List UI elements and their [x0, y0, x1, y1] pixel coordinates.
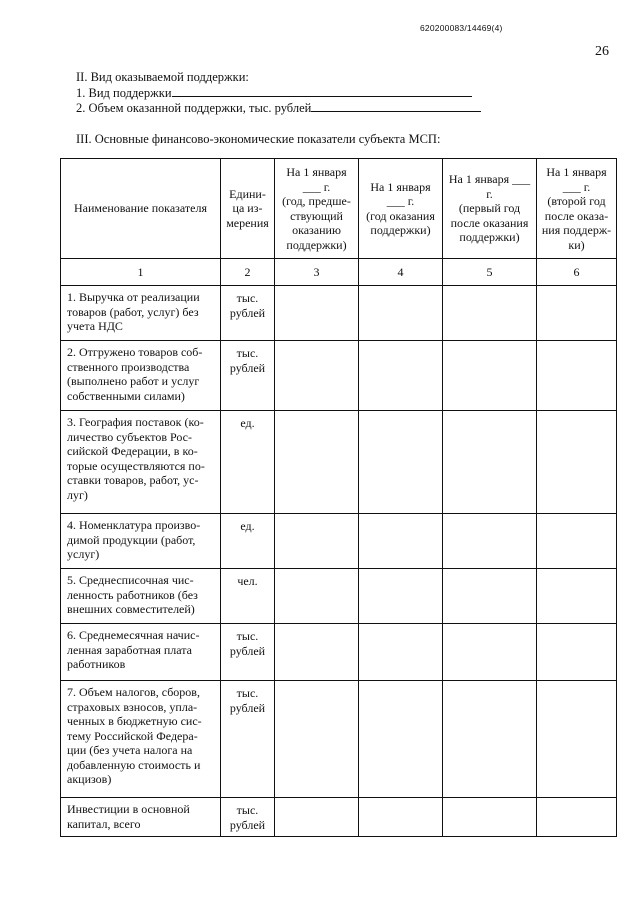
column-number: 4 [359, 259, 443, 286]
indicator-unit: ед. [221, 411, 275, 514]
column-number-row [61, 259, 617, 286]
value-cell[interactable] [275, 514, 359, 569]
value-cell[interactable] [443, 681, 537, 798]
table-row [61, 341, 617, 411]
indicator-unit: чел. [221, 569, 275, 624]
value-cell[interactable] [359, 514, 443, 569]
section-2-heading: II. Вид оказываемой поддержки: [76, 70, 249, 84]
table-row [61, 286, 617, 341]
value-cell[interactable] [537, 681, 617, 798]
header-first-year-after: На 1 января ___ г. (первый год после оказания поддержки) [443, 159, 537, 259]
value-cell[interactable] [275, 624, 359, 681]
column-number: 6 [537, 259, 617, 286]
value-cell[interactable] [443, 798, 537, 837]
indicator-name: 2. Отгружено товаров соб- ственного производства (выполнено работ и услуг собственными силами) [61, 341, 221, 411]
page-number: 26 [595, 44, 609, 59]
value-cell[interactable] [359, 411, 443, 514]
support-type-label: 1. Вид поддержки [76, 86, 172, 100]
indicator-name: 3. География поставок (ко- личество субъектов Рос- сийской Федерации, в ко- торые осуществляются по- ставки товаров, работ, ус- луг) [61, 411, 221, 514]
column-number: 3 [275, 259, 359, 286]
support-amount-blank[interactable] [311, 100, 481, 112]
value-cell[interactable] [537, 624, 617, 681]
header-year-of-support: На 1 января ___ г. (год оказания поддержки) [359, 159, 443, 259]
value-cell[interactable] [359, 798, 443, 837]
document-code: 620200083/14469(4) [420, 23, 503, 33]
value-cell[interactable] [275, 681, 359, 798]
value-cell[interactable] [443, 341, 537, 411]
table-row [61, 624, 617, 681]
value-cell[interactable] [537, 798, 617, 837]
indicator-unit: ед. [221, 514, 275, 569]
table-row [61, 569, 617, 624]
value-cell[interactable] [443, 624, 537, 681]
value-cell[interactable] [359, 341, 443, 411]
value-cell[interactable] [537, 341, 617, 411]
support-type-line [76, 85, 472, 101]
header-unit: Едини- ца из- мерения [221, 159, 275, 259]
value-cell[interactable] [443, 286, 537, 341]
indicator-name: 6. Среднемесячная начис- ленная заработная плата работников [61, 624, 221, 681]
value-cell[interactable] [359, 286, 443, 341]
value-cell[interactable] [537, 514, 617, 569]
table-row [61, 514, 617, 569]
table-row [61, 411, 617, 514]
table-row [61, 798, 617, 837]
table-row [61, 681, 617, 798]
value-cell[interactable] [275, 286, 359, 341]
indicator-name: 7. Объем налогов, сборов, страховых взносов, упла- ченных в бюджетную сис- тему Российской Федера- ции (без учета налога на добавленную стоимость и акцизов) [61, 681, 221, 798]
indicator-name: Инвестиции в основной капитал, всего [61, 798, 221, 837]
value-cell[interactable] [359, 624, 443, 681]
column-number: 5 [443, 259, 537, 286]
header-second-year-after: На 1 января ___ г. (второй год после оказа- ния поддерж- ки) [537, 159, 617, 259]
column-number: 1 [61, 259, 221, 286]
indicator-unit: тыс. рублей [221, 798, 275, 837]
indicator-unit: тыс. рублей [221, 681, 275, 798]
value-cell[interactable] [443, 411, 537, 514]
header-row [61, 159, 617, 259]
value-cell[interactable] [359, 681, 443, 798]
value-cell[interactable] [443, 569, 537, 624]
value-cell[interactable] [537, 411, 617, 514]
column-number: 2 [221, 259, 275, 286]
value-cell[interactable] [275, 341, 359, 411]
header-indicator-name: Наименование показателя [61, 159, 221, 259]
value-cell[interactable] [359, 569, 443, 624]
section-3-heading: III. Основные финансово-экономические показатели субъекта МСП: [76, 132, 441, 146]
support-amount-line [76, 100, 481, 116]
header-year-before: На 1 января ___ г. (год, предше- ствующий оказанию поддержки) [275, 159, 359, 259]
support-type-blank[interactable] [172, 85, 472, 97]
indicator-name: 1. Выручка от реализации товаров (работ, услуг) без учета НДС [61, 286, 221, 341]
indicator-name: 4. Номенклатура произво- димой продукции (работ, услуг) [61, 514, 221, 569]
value-cell[interactable] [275, 411, 359, 514]
value-cell[interactable] [275, 798, 359, 837]
indicator-unit: тыс. рублей [221, 286, 275, 341]
value-cell[interactable] [275, 569, 359, 624]
indicator-unit: тыс. рублей [221, 624, 275, 681]
support-amount-label: 2. Объем оказанной поддержки, тыс. рублей [76, 101, 312, 115]
indicators-table [60, 158, 617, 837]
indicator-unit: тыс. рублей [221, 341, 275, 411]
value-cell[interactable] [443, 514, 537, 569]
value-cell[interactable] [537, 286, 617, 341]
indicator-name: 5. Среднесписочная чис- ленность работников (без внешних совместителей) [61, 569, 221, 624]
value-cell[interactable] [537, 569, 617, 624]
